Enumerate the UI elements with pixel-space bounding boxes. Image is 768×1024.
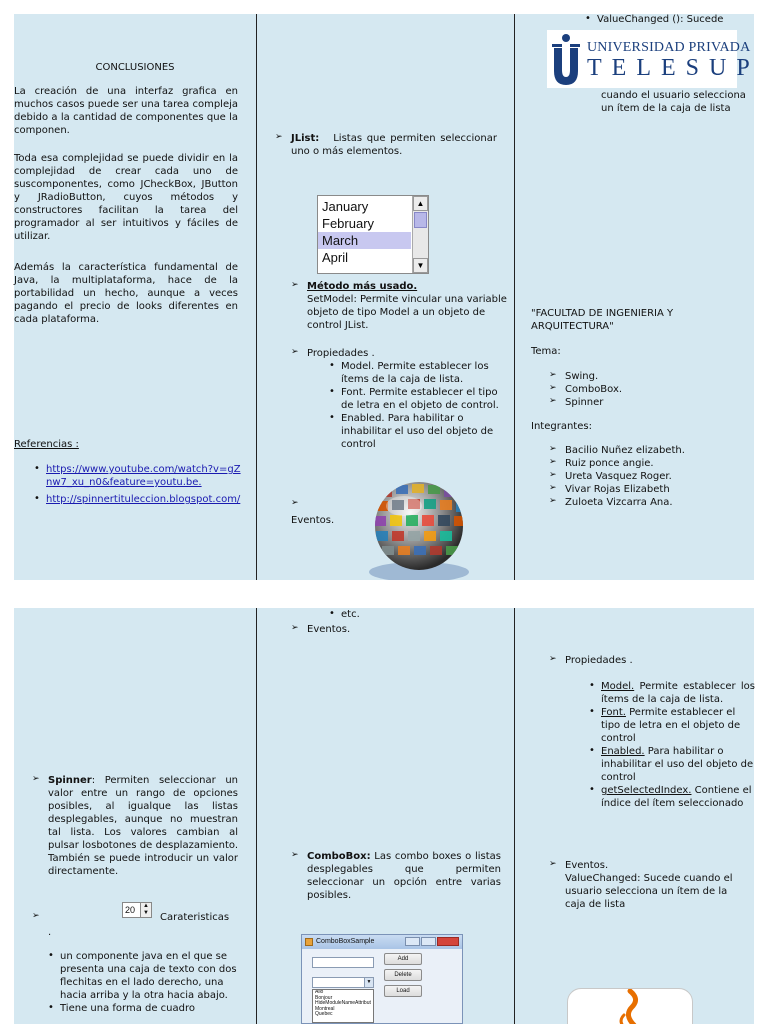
scroll-down-icon[interactable]: ▼ [413, 258, 428, 273]
combobox-label: ComboBox: [307, 851, 371, 862]
valuechanged-item: • ValueChanged (): Sucede [583, 13, 755, 26]
property-key: Model. [601, 681, 635, 692]
dropdown-item[interactable]: HideModuleNameAttribut [315, 1000, 371, 1007]
etc-list [327, 608, 447, 621]
property-key: Enabled. [601, 746, 645, 757]
integrantes-label: Integrantes: [531, 421, 592, 432]
spinner-feature-item: • Tiene una forma de cuadro [46, 1002, 238, 1015]
events-title-text: ➢ Eventos. [565, 860, 609, 871]
jlist-widget[interactable] [317, 195, 429, 274]
spinner-block [32, 774, 238, 878]
scroll-up-icon[interactable]: ▲ [413, 196, 428, 211]
property-text: Permite establecer el tipo de letra en el objeto de control [601, 707, 741, 744]
property-item [587, 784, 755, 810]
tema-list [549, 370, 739, 409]
dropdown-item[interactable]: Quebec [315, 1011, 333, 1018]
column-jlist [256, 14, 514, 580]
faculty-title: "FACULTAD DE INGENIERIA Y ARQUITECTURA" [531, 308, 674, 332]
logo-line-1: UNIVERSIDAD PRIVADA [587, 40, 751, 55]
caracteristicas-dot: . [48, 927, 52, 938]
dropdown-item[interactable]: Montreal [315, 1005, 335, 1012]
maximize-icon[interactable] [421, 937, 436, 946]
spinner-features-list [46, 950, 238, 1015]
arrow-bullet-icon: ➢ [291, 347, 299, 357]
jlist-item-march-selected[interactable]: March [318, 232, 411, 249]
valuechanged-continued: cuando el usuario selecciona un ítem de la caja de lista [601, 90, 746, 114]
events-label: Eventos. [291, 515, 335, 526]
property-text: Permite establecer los ítems de la caja de lista. [601, 681, 755, 705]
window-controls [405, 937, 459, 946]
university-u-emblem-icon [549, 32, 583, 86]
java-logo [567, 988, 693, 1024]
combobox-properties-list [587, 680, 755, 810]
events-list [291, 623, 491, 636]
arrow-bullet-icon: ➢ [32, 774, 40, 784]
column-cover [514, 14, 760, 580]
property-item: • Font. Permite establecer el tipo de letra en el objeto de control. [327, 386, 507, 412]
arrow-bullet-icon: ➢ [32, 911, 40, 921]
property-item [587, 680, 755, 706]
events-item: ➢ Eventos. [291, 623, 491, 636]
logo-line-2: TELESUP [587, 55, 760, 81]
jlist-label: JList: [291, 133, 320, 144]
arrow-bullet-icon: ➢ [291, 280, 299, 290]
events-title [549, 859, 749, 911]
scroll-thumb[interactable] [414, 212, 427, 228]
spinner-value[interactable]: 20 [125, 905, 136, 915]
combobox-block [291, 850, 501, 902]
combo-dropdown-arrow-icon[interactable]: ▼ [364, 978, 373, 987]
integrante-item: ➢ Ruiz ponce angie. [549, 457, 749, 470]
combo-dropdown-list[interactable] [312, 989, 374, 1023]
method-block [291, 280, 507, 332]
jlist-item-april[interactable]: April [322, 250, 349, 265]
caracteristicas-label: Carateristicas [160, 912, 230, 923]
brochure-page-2 [14, 608, 754, 1024]
column-conclusions [14, 14, 256, 580]
property-item: • Enabled. Para habilitar o inhabilitar el uso del objeto de control [327, 412, 507, 451]
combo-text-input[interactable] [312, 957, 374, 968]
property-item [587, 706, 755, 745]
jlist-item-february[interactable]: February [322, 216, 375, 231]
reference-item [32, 493, 242, 506]
properties-title: Propiedades . [307, 348, 375, 359]
reference-link-youtube[interactable]: https://www.youtube.com/watch?v=gZnw7_xu_n0&feature=youtu.be. [46, 464, 241, 488]
integrante-item: ➢ Vivar Rojas Elizabeth [549, 483, 749, 496]
property-key: getSelectedIndex. [601, 785, 692, 796]
method-title: Método más usado. [307, 281, 418, 292]
add-button[interactable]: Add [384, 953, 422, 965]
conclusion-paragraph-1: La creación de una interfaz grafica en muchos casos puede ser una tarea compleja debido a la cantidad de componentes que la componen. [14, 86, 238, 136]
reference-link-blogspot[interactable]: http://spinnertituleccion.blogspot.com/ [46, 494, 241, 505]
combobox-sample-window [301, 934, 463, 1024]
properties-heading-list [549, 654, 749, 667]
property-text: Para habilitar o inhabilitar el uso del objeto de control [601, 746, 754, 783]
tema-label: Tema: [531, 346, 561, 357]
column-combobox [256, 608, 514, 1024]
conclusion-paragraph-2: Toda esa complejidad se puede dividir en la complejidad de crear cada uno de suscomponentes, como JCheckBox, JButton y JRadioButton, cuyos métodos y constructores facilitan la tarea del programador al ser intuitivos y fáciles de utilizar. [14, 153, 238, 242]
spinner-label: Spinner [48, 775, 92, 786]
property-text: Contiene el índice del ítem seleccionado [601, 785, 752, 809]
property-item [587, 745, 755, 784]
minimize-icon[interactable] [405, 937, 420, 946]
events-block [549, 859, 749, 911]
jlist-scrollbar[interactable] [412, 196, 428, 273]
conclusion-paragraph-3: Además la característica fundamental de Java, la multiplataforma, hace de la portabilidad un hecho, aunque a veces pagando el precio de looks diferentes en cada plataforma. [14, 262, 238, 325]
properties-block [291, 347, 507, 451]
spinner-description: : Permiten seleccionar un valor entre un rango de opciones posibles, al igualque las listas desplegables, aunque no muestran tal lista. Los valores cambian al pulsar losbotones de desplazamiento. También se puede introducir un valor directamente. [48, 775, 238, 877]
integrante-item: ➢ Zuloeta Vizcarra Ana. [549, 496, 749, 509]
arrow-bullet-icon: ➢ [275, 132, 283, 142]
brochure-page-1 [14, 14, 760, 580]
tema-item: ➢ ComboBox. [549, 383, 739, 396]
globe-image [360, 476, 478, 580]
etc-item: • etc. [327, 608, 447, 621]
window-icon [305, 938, 313, 946]
arrow-bullet-icon: ➢ [291, 498, 299, 508]
properties-title: ➢ Propiedades . [549, 654, 749, 667]
property-key: Font. [601, 707, 626, 718]
jlist-item-january[interactable]: January [322, 199, 369, 214]
delete-button[interactable]: Delete [384, 969, 422, 981]
spinner-feature-item: • un componente java en el que se presenta una caja de texto con dos flechitas en el lado derecho, una hacia arriba y la otra hacia abajo. [46, 950, 238, 1002]
spinner-up-icon[interactable]: ▲ [143, 903, 149, 909]
load-button[interactable]: Load [384, 985, 422, 997]
dropdown-item[interactable]: Bonjour [315, 994, 333, 1001]
arrow-bullet-icon: ➢ [291, 850, 299, 860]
events-description: ValueChanged: Sucede cuando el usuario selecciona un ítem de la caja de lista [565, 873, 733, 910]
integrante-item: ➢ Bacilio Nuñez elizabeth. [549, 444, 749, 457]
reference-item [32, 463, 242, 489]
window-title-text: ComboBoxSample [316, 938, 375, 945]
tema-item: ➢ Swing. [549, 370, 739, 383]
jlist-block [275, 132, 497, 158]
conclusions-heading: CONCLUSIONES [95, 62, 175, 73]
university-logo [547, 30, 760, 88]
property-item: • Model. Permite establecer los ítems de la caja de lista. [327, 360, 507, 386]
valuechanged-list [583, 13, 755, 26]
spinner-buttons[interactable] [140, 903, 151, 917]
jlist-description: Listas que permiten seleccionar uno o más elementos. [291, 133, 497, 157]
references-list [32, 463, 242, 506]
combobox-description: Las combo boxes o listas desplegables que permiten seleccionar un opción entre varias posibles. [307, 851, 501, 901]
integrante-item: ➢ Ureta Vasquez Roger. [549, 470, 749, 483]
method-description: SetModel: Permite vincular una variable objeto de tipo Model a un objeto de control JList. [307, 294, 507, 331]
close-icon[interactable] [437, 937, 459, 946]
column-combobox-properties [514, 608, 754, 1024]
combo-box[interactable] [312, 977, 374, 988]
dropdown-item[interactable]: Allo [315, 989, 324, 995]
properties-list [327, 360, 507, 451]
spinner-widget[interactable] [122, 902, 152, 918]
references-title: Referencias : [14, 439, 79, 450]
column-spinner [14, 608, 256, 1024]
integrantes-list [549, 444, 749, 509]
tema-item: ➢ Spinner [549, 396, 739, 409]
spinner-down-icon[interactable]: ▼ [143, 910, 149, 916]
